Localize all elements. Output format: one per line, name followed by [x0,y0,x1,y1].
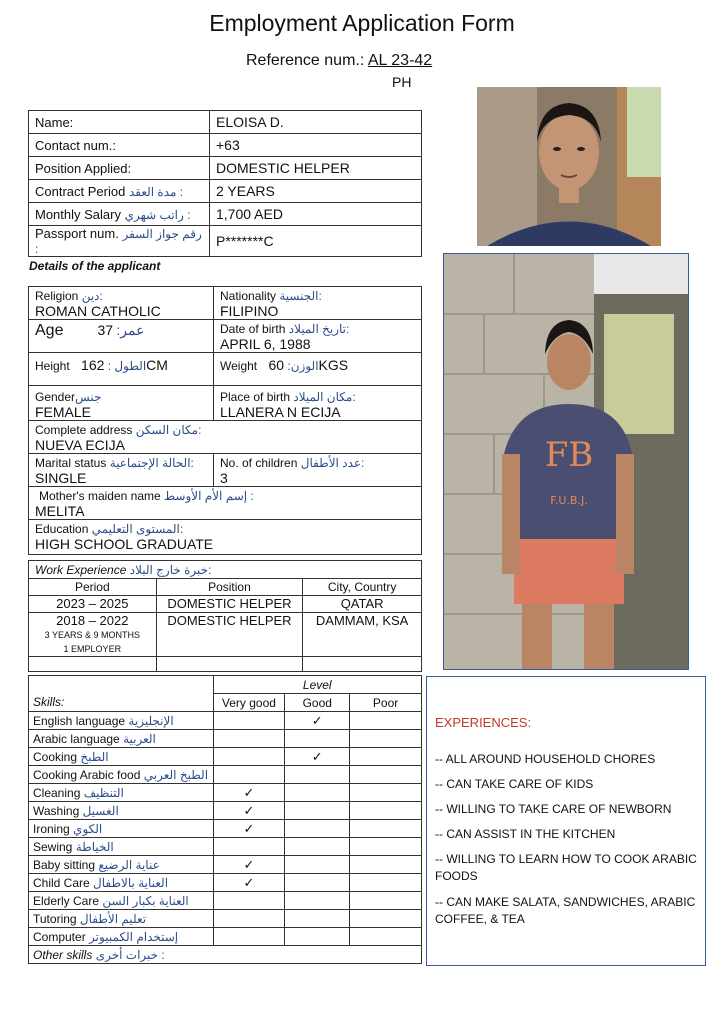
nationality-value: FILIPINO [220,303,279,319]
skill-level-cell [350,838,422,856]
children-cell: No. of children عدد الأطفال: 3 [213,453,422,487]
religion-cell: Religion دين: ROMAN CATHOLIC [28,286,214,320]
marital-value: SINGLE [35,470,87,486]
gender-cell: Genderجنس FEMALE [28,385,214,421]
skill-level-cell [350,712,422,730]
skill-level-cell [285,928,350,946]
skill-name: Arabic language العربية [29,730,214,748]
skill-check-mark: ✓ [285,748,350,766]
skill-row [29,730,422,748]
skill-row [29,874,422,892]
weight-value: 60KGS [268,357,349,373]
skill-level-cell [285,838,350,856]
skill-level-cell [285,874,350,892]
skill-level-cell [213,748,285,766]
skill-level-cell [285,892,350,910]
pob-cell: Place of birth مكان الميلاد: LLANERA N ECIJA [213,385,422,421]
skill-name: Computer إستخدام الكمبيوتر [29,928,214,946]
dob-cell: Date of birth تاريخ الميلاد: APRIL 6, 1988 [213,319,422,353]
skill-level-cell [285,766,350,784]
work-position-cell: DOMESTIC HELPER [156,613,303,657]
experience-item: -- WILLING TO LEARN HOW TO COOK ARABIC FOODS [435,852,697,883]
skills-table [28,675,422,964]
skill-level-cell [350,874,422,892]
experiences-box [426,676,706,966]
work-experience-table [28,578,422,672]
svg-text:FB: FB [544,435,594,475]
work-period-cell: 2018 – 2022 3 YEARS & 9 MONTHS 1 EMPLOYER [29,613,157,657]
skill-row [29,766,422,784]
skill-check-mark: ✓ [213,856,285,874]
experience-item: -- CAN ASSIST IN THE KITCHEN [435,827,616,841]
svg-text:F.U.B.J.: F.U.B.J. [550,494,588,507]
skill-name: Sewing الخياطة [29,838,214,856]
skill-level-cell [350,784,422,802]
basic-value: 2 YEARS [210,180,422,203]
basic-label: Monthly Salary راتب شهري : [29,203,210,226]
dob-value: APRIL 6, 1988 [220,336,311,352]
skill-level-cell [213,892,285,910]
skill-level-cell [213,838,285,856]
basic-label: Contract Period مدة العقد : [29,180,210,203]
skill-level-cell [285,910,350,928]
reference-label: Reference num.: [246,52,365,69]
work-place-cell: DAMMAM, KSA [303,613,422,657]
skill-level-cell [350,820,422,838]
skill-level-cell [350,802,422,820]
experience-item: -- WILLING TO TAKE CARE OF NEWBORN [435,802,672,816]
skill-level-cell [350,892,422,910]
work-row [29,596,422,613]
basic-info-row [29,111,422,134]
skills-heading: Skills: [29,694,214,712]
skill-check-mark: ✓ [213,802,285,820]
weight-cell: Weight الوزن: 60KGS [213,352,422,386]
basic-label: Position Applied: [29,157,210,180]
skill-row [29,910,422,928]
basic-value: P*******C [210,226,422,257]
skill-row [29,712,422,730]
skill-level-cell [213,910,285,928]
skill-check-mark: ✓ [213,874,285,892]
basic-info-row [29,157,422,180]
skill-level-cell [213,712,285,730]
skill-check-mark: ✓ [213,820,285,838]
skill-name: Baby sitting عناية الرضيع [29,856,214,874]
work-header-cell: Position [156,579,303,596]
basic-info-table [28,110,422,257]
skill-name: Cooking الطبخ [29,748,214,766]
experience-item: -- CAN TAKE CARE OF KIDS [435,777,594,791]
level-header-cell: Good [285,694,350,712]
form-title: Employment Application Form [209,10,515,36]
skill-row [29,784,422,802]
skill-row [29,856,422,874]
applicant-full-body-photo [443,253,689,670]
skill-level-cell [285,784,350,802]
skill-level-cell [213,766,285,784]
skill-name: Tutoring تعليم الأطفال [29,910,214,928]
skill-name: Child Care العناية بالاطفال [29,874,214,892]
skill-name: Washing الغسيل [29,802,214,820]
work-header-cell: City, Country [303,579,422,596]
skill-row [29,838,422,856]
work-row [29,613,422,657]
skill-level-cell [285,820,350,838]
skill-level-cell [350,730,422,748]
religion-value: ROMAN CATHOLIC [35,303,161,319]
skill-level-cell [350,910,422,928]
basic-value: 1,700 AED [210,203,422,226]
level-header-cell: Very good [213,694,285,712]
pob-value: LLANERA N ECIJA [220,404,341,420]
education-cell: Education المستوى التعليمي: HIGH SCHOOL GRADUATE [28,519,422,555]
address-cell: Complete address مكان السكن: NUEVA ECIJA [28,420,422,454]
skill-check-mark: ✓ [213,784,285,802]
level-heading: Level [213,676,422,694]
skill-name: Cooking Arabic food الطبخ العربي [29,766,214,784]
experience-item: -- ALL AROUND HOUSEHOLD CHORES [435,752,656,766]
basic-info-row [29,226,422,257]
skill-level-cell [350,748,422,766]
nationality-cell: Nationality الجنسية: FILIPINO [213,286,422,320]
skill-name: Cleaning التنظيف [29,784,214,802]
work-empty-row [29,657,422,672]
basic-info-row [29,134,422,157]
skill-level-cell [285,730,350,748]
basic-value: DOMESTIC HELPER [210,157,422,180]
basic-value: ELOISA D. [210,111,422,134]
mother-cell: Mother's maiden name إسم الأم الأوسط : MELITA [28,486,422,520]
basic-value: +63 [210,134,422,157]
skill-level-cell [285,856,350,874]
skill-name: English language الإنجليزية [29,712,214,730]
level-header-cell: Poor [350,694,422,712]
basic-info-row [29,180,422,203]
other-skills: Other skills خبرات أخرى : [29,946,422,964]
reference-line [246,52,432,70]
work-position-cell: DOMESTIC HELPER [156,596,303,613]
work-period-cell: 2023 – 2025 [29,596,157,613]
skill-check-mark: ✓ [285,712,350,730]
applicant-portrait-photo [477,87,661,246]
mother-value: MELITA [35,503,85,519]
details-heading: Details of the applicant [29,259,161,273]
skill-name: Ironing الكوي [29,820,214,838]
education-value: HIGH SCHOOL GRADUATE [35,536,214,552]
age-value: 37 [97,322,114,338]
gender-value: FEMALE [35,404,92,420]
skill-row [29,748,422,766]
basic-label: Name: [29,111,210,134]
experiences-title: EXPERIENCES: [435,715,532,730]
basic-info-row [29,203,422,226]
skill-level-cell [350,928,422,946]
skill-level-cell [350,766,422,784]
height-value: 162CM [81,357,168,373]
basic-label: Passport num. رقم جواز السفر : [29,226,210,257]
country-code: PH [392,74,412,90]
skill-row [29,892,422,910]
children-value: 3 [220,470,228,486]
reference-number: AL 23-42 [367,52,433,69]
work-header-cell: Period [29,579,157,596]
marital-cell: Marital status الحالة الإجتماعية: SINGLE [28,453,214,487]
skill-name: Elderly Care العناية بكبار السن [29,892,214,910]
skill-level-cell [213,928,285,946]
skill-level-cell [213,730,285,748]
age-cell: Age عمر: 37 [28,319,214,353]
height-cell: Height الطول : 162CM [28,352,214,386]
skill-level-cell [350,856,422,874]
work-experience-heading: Work Experience خبرة خارج البلاد: [28,560,422,579]
skill-row [29,928,422,946]
skill-row [29,820,422,838]
basic-label: Contact num.: [29,134,210,157]
work-place-cell: QATAR [303,596,422,613]
experience-item: -- CAN MAKE SALATA, SANDWICHES, ARABIC COFFEE, & TEA [435,895,696,926]
address-value: NUEVA ECIJA [35,437,125,453]
skill-row [29,802,422,820]
skill-level-cell [285,802,350,820]
